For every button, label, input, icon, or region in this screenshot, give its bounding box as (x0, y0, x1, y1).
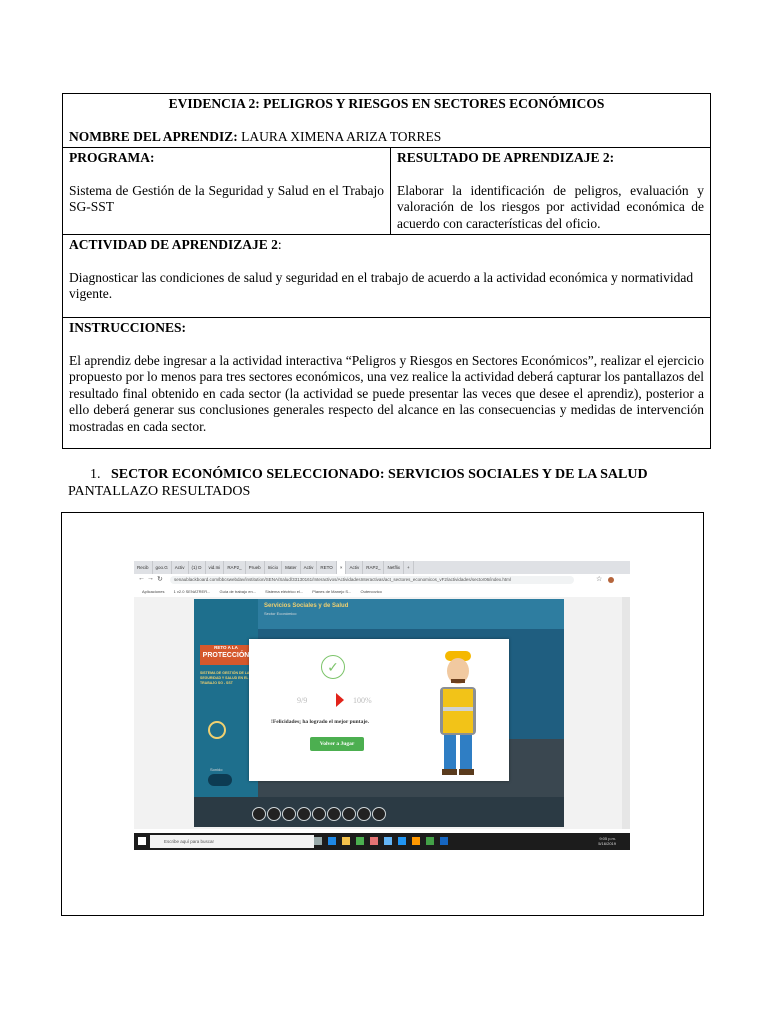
chrome-icon[interactable] (356, 837, 364, 845)
badge-top-text: RETO A LA (214, 645, 238, 650)
browser-tab[interactable]: vid.Ini (206, 561, 225, 574)
activity-heading (69, 237, 704, 254)
program-label: PROGRAMA: (69, 150, 155, 165)
section1-subtitle: PANTALLAZO RESULTADOS (68, 484, 251, 499)
bookmark-item[interactable]: Outercovico (360, 589, 382, 594)
outcome-text: Elaborar la identificación de peligros, evaluación y valoración de los riesgos por actividad económica de acuerdo con características del oficio. (397, 182, 704, 231)
avatar[interactable] (608, 577, 614, 583)
app-icon[interactable] (384, 837, 392, 845)
percent-text: 100% (353, 696, 372, 705)
sound-toggle[interactable] (208, 774, 232, 786)
bookmark-item[interactable]: Aplicaciones (142, 589, 165, 594)
browser-viewport (134, 597, 630, 829)
learner-name: LAURA XIMENA ARIZA TORRES (237, 128, 442, 144)
worker-illustration (435, 649, 483, 779)
sound-label: Sonido (210, 767, 223, 772)
browser-tab[interactable]: Prueb (246, 561, 265, 574)
score-text: 9/9 (297, 696, 308, 705)
browser-tab[interactable]: RAP2_ (224, 561, 245, 574)
browser-tab[interactable]: goo.G (153, 561, 172, 574)
activity-label: ACTIVIDAD DE APRENDIZAJE 2 (69, 237, 278, 252)
activity-cell (63, 235, 711, 318)
magnifier-icon[interactable] (208, 721, 226, 739)
windows-start-icon[interactable] (138, 837, 146, 845)
activity-colon: : (277, 237, 282, 252)
edge-icon[interactable] (328, 837, 336, 845)
app-icon[interactable] (370, 837, 378, 845)
windows-taskbar (134, 833, 630, 850)
url-field[interactable]: senaublackboard.com/bbcswebdav/institution/SENA/Salud/33130161/Interactivos/ActividadesInteractivas/act_sectores_economicos_vF2/actividades/sector06/index.html (170, 576, 574, 584)
program-text: Sistema de Gestión de la Seguridad y Salud en el Trabajo SG-SST (69, 182, 384, 214)
bookmark-item[interactable]: Sistema eléctrico el... (265, 589, 304, 594)
forward-icon[interactable]: → (147, 575, 154, 582)
excel-icon[interactable] (426, 837, 434, 845)
program-cell (63, 148, 391, 235)
browser-tab[interactable]: Activ (301, 561, 318, 574)
browser-tab-strip (134, 561, 630, 574)
instructions-text: El aprendiz debe ingresar a la actividad interactiva “Peligros y Riesgos en Sectores Económicos”, realizar el ejercicio propuesto por lo menos para tres sectores económicos, una vez realice la actividad deberá capturar los pantallazos del resultado final obtenido en cada sector (la actividad se puede presentar las veces que desee el aprendiz), posterior a ello deberá generar sus conclusiones generales respecto del alcance en las consecuencias y medidas de intervención mostradas en cada sector. (69, 352, 704, 434)
badge-text: PROTECCIÓN (202, 652, 250, 659)
taskbar-search[interactable]: Escribe aquí para buscar (150, 835, 314, 848)
clock-date: 5/16/2019 (598, 841, 616, 846)
app-icon[interactable] (412, 837, 420, 845)
star-icon[interactable]: ☆ (596, 576, 603, 583)
play-again-button[interactable]: Volver a Jugar (310, 737, 364, 751)
learner-label: NOMBRE DEL APRENDIZ: (69, 128, 238, 144)
game-side-text: SISTEMA DE GESTIÓN DE LA SEGURIDAD Y SALUD EN EL TRABAJO SG - SST (200, 671, 250, 685)
browser-tab[interactable]: RAP2_ (363, 561, 384, 574)
sector-check-icon[interactable] (357, 807, 371, 821)
clock-time: 9:05 p.m. (599, 836, 616, 841)
file-explorer-icon[interactable] (342, 837, 350, 845)
scrollbar[interactable] (622, 597, 630, 829)
app-icon[interactable] (440, 837, 448, 845)
activity-text: Diagnosticar las condiciones de salud y seguridad en el trabajo de acuerdo a la actividad económica y normatividad vigente. (69, 269, 694, 301)
sector-check-icon[interactable] (327, 807, 341, 821)
browser-tab[interactable]: Netflix (384, 561, 404, 574)
sector-check-icon[interactable] (267, 807, 281, 821)
new-tab-button[interactable]: + (404, 561, 414, 574)
clock[interactable] (598, 836, 616, 846)
bookmark-item[interactable]: Planes de Manejo S... (312, 589, 352, 594)
outcome-cell (391, 148, 711, 235)
browser-tab[interactable]: Inicio (265, 561, 283, 574)
browser-tab[interactable]: Recib (134, 561, 153, 574)
learner-line (69, 129, 704, 146)
browser-tab[interactable]: Activ (346, 561, 363, 574)
results-modal (249, 639, 509, 781)
back-icon[interactable]: ← (138, 575, 145, 582)
evidence-title: EVIDENCIA 2: PELIGROS Y RIESGOS EN SECTORES ECONÓMICOS (168, 96, 605, 111)
browser-tab[interactable]: RETO (317, 561, 336, 574)
sector-check-icon[interactable] (312, 807, 326, 821)
reto-badge (200, 645, 252, 665)
sector-check-icon[interactable] (297, 807, 311, 821)
sector-check-icon[interactable] (252, 807, 266, 821)
red-arrow-icon (336, 693, 344, 707)
browser-tab-active[interactable]: × (337, 561, 347, 574)
address-bar-row (134, 574, 630, 586)
browser-tab[interactable]: Mater (282, 561, 301, 574)
outcome-label: RESULTADO DE APRENDIZAJE 2: (397, 150, 615, 165)
section1-number: 1. (90, 467, 101, 482)
task-view-icon[interactable] (314, 837, 322, 845)
game-title (264, 603, 348, 617)
checkmark-icon: ✓ (321, 655, 345, 679)
word-icon[interactable] (398, 837, 406, 845)
sector-check-icon[interactable] (282, 807, 296, 821)
results-screenshot (134, 561, 630, 850)
section1-title: SECTOR ECONÓMICO SELECCIONADO: SERVICIOS SOCIALES Y DE LA SALUD (111, 467, 648, 482)
sector-check-icon[interactable] (342, 807, 356, 821)
browser-tab[interactable]: Activ (172, 561, 189, 574)
bookmark-item[interactable]: Guía de trabajo en... (219, 589, 257, 594)
browser-tab[interactable]: (1) D (189, 561, 206, 574)
sector-check-icon[interactable] (372, 807, 386, 821)
congrats-message: !Felicidades¡ ha logrado el mejor puntaje. (271, 719, 369, 725)
bookmark-item[interactable]: 1 v2.0 SENATRER... (173, 589, 211, 594)
instructions-label: INSTRUCCIONES: (69, 320, 187, 335)
instructions-cell (63, 318, 711, 449)
reload-icon[interactable]: ↻ (157, 576, 163, 583)
game-subtitle: Sector Económico (264, 611, 297, 616)
header-cell (63, 94, 711, 148)
evidence-table (62, 93, 711, 449)
game-title-text: Servicios Sociales y de Salud (264, 603, 349, 609)
section1-heading (90, 467, 648, 483)
